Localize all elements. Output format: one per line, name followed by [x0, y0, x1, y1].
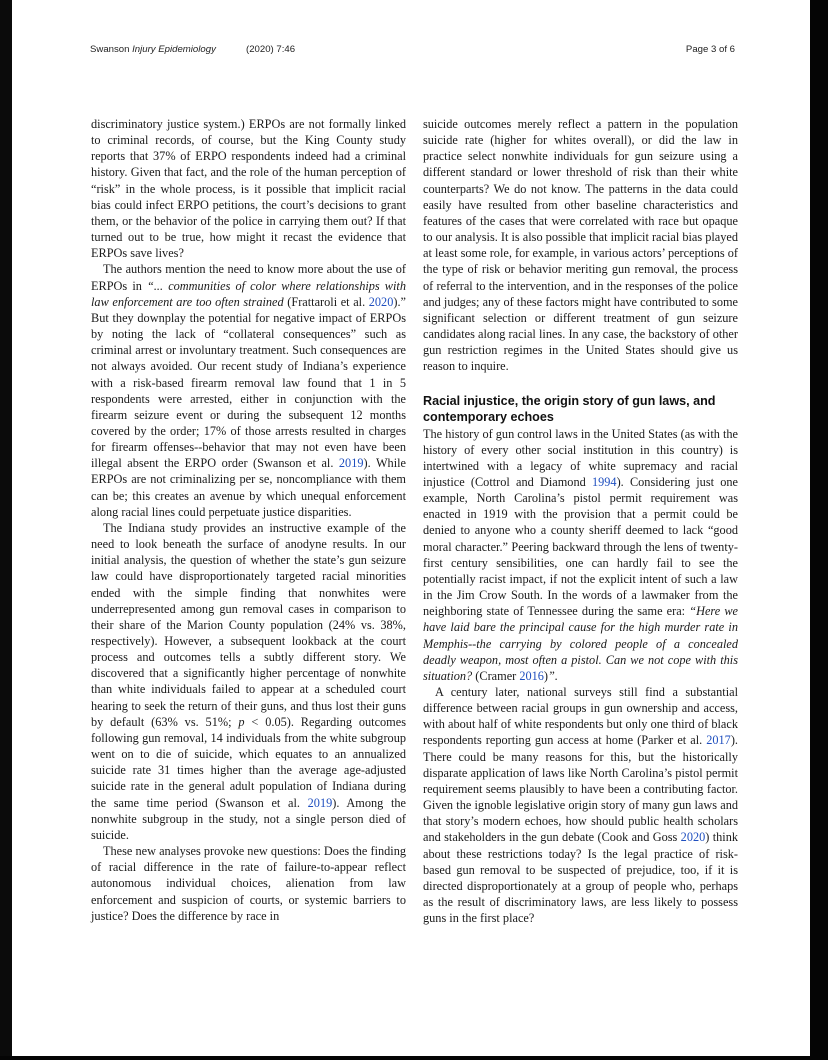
citation-link[interactable]: 2020 — [680, 830, 706, 845]
paragraph: suicide outcomes merely reflect a pattern in the population suicide rate (higher for whites overall), or did the law in practice select nonwhite individuals for gun seizure using a different standard or lower threshold of risk than their white counterparts? We do not know. The patterns in the data could easily have resulted from other baseline characteristics and features of the cases that were correlated with race but opaque to our analysis. It is also possible that implicit racial bias played at least some role, for example, in various actors’ perceptions of the type of risk or behavior meriting gun removal, the process of referral to the intervention, and in the responses of the police and judges; any of these factors might have contributed to some significant selection or different treatment of gun seizure candidates along racial lines. In any case, the backstory of other gun restriction regimes in the United States should give us reason to inquire. — [423, 117, 738, 374]
citation-link[interactable]: 2017 — [706, 733, 731, 748]
citation-link[interactable]: 1994 — [591, 474, 617, 489]
document-page — [12, 0, 810, 1056]
citation-link[interactable]: 2019 — [307, 795, 333, 810]
paragraph: The authors mention the need to know more about the use of ERPOs in “... communities of color where relationships with law enforcement are too often strained (Frattaroli et al. 2020).” But they downplay the potential for negative impact of ERPOs by noting the lack of “collateral consequences” such as criminal arrest or involuntary treatment. Such consequences are not always avoided. Our recent study of Indiana’s experience with a risk-based firearm removal law found that 1 in 5 respondents were arrested, either in conjunction with the firearm seizure event or during the subsequent 12 months covered by the order; 17% of those arrests resulted in charges for firearm offenses--behavior that may not even have been illegal absent the ERPO order (Swanson et al. 2019). While ERPOs are not criminalizing per se, noncompliance with them can be; this creates an avenue by which unequal enforcement along racial lines could perpetuate justice disparities. — [91, 262, 406, 519]
section-heading: Racial injustice, the origin story of gun laws, and contemporary echoes — [423, 393, 716, 424]
journal-name: Swanson Injury Epidemiology — [90, 44, 216, 55]
page-number: Page 3 of 6 — [685, 44, 735, 55]
right-column — [423, 116, 738, 926]
paragraph: discriminatory justice system.) ERPOs are not formally linked to criminal records, of course, but the King County study reports that 37% of ERPO respondents indeed had a criminal history. Given that fact, and the role of the human perception of “risk” in the whole process, is it possible that implicit racial bias could infect ERPO petitions, the court’s decisions to grant them, or the behavior of the police in carrying them out? If that turned out to be true, how might it recast the evidence that ERPOs save lives? — [91, 117, 406, 261]
paragraph: A century later, national surveys still find a substantial difference between racial groups in gun ownership and access, with about half of white respondents but only one third of black respondents reporting gun access at home (Parker et al. 2017). There could be many reasons for this, but the historically disparate application of laws like North Carolina’s pistol permit requirement seems plausibly to have been a contributing factor. Given the ignoble legislative origin story of many gun laws and that story’s modern echoes, how should public health scholars and stakeholders in the gun debate (Cook and Goss 2020) think about these restrictions today? Is the legal practice of risk-based gun removal to be suspected of prejudice, too, if it is directed disproportionately at a group of people who, perhaps as the result of discriminatory laws, are less likely to possess guns in the first place? — [423, 685, 738, 926]
viewer-bottom-border — [0, 1056, 828, 1060]
citation-link[interactable]: 2020 — [368, 294, 394, 309]
citation-link[interactable]: 2019 — [338, 456, 364, 471]
paragraph: These new analyses provoke new questions: Does the finding of racial difference in the rate of failure-to-appear reflect autonomous individual choices, alienation from law enforcement and suspicion of courts, or systemic barriers to justice? Does the difference by race in — [91, 844, 406, 923]
paragraph: The Indiana study provides an instructive example of the need to look beneath the surface of anodyne results. In our initial analysis, the question of whether the state’s gun seizure law could have disproportionately targeted racial minorities ended with the simple finding that nonwhites were underrepresented among gun removal cases in comparison to their share of the Marion County population (24% vs. 38%, respectively). However, a subsequent lookback at the court process and outcomes tells a subtly different story. We discovered that a significantly higher percentage of nonwhite than white individuals failed to appear at a scheduled court hearing to seek the return of their guns, and thus lost their guns by default (63% vs. 51%; p < 0.05). Regarding outcomes following gun removal, 14 individuals from the white subgroup went on to die of suicide, which equates to an annualized suicide rate 31 times higher than the average age-adjusted suicide rate in the general adult population of Indiana during the same time period (Swanson et al. 2019). Among the nonwhite subgroup in the study, not a single person died of suicide. — [91, 520, 406, 842]
citation-link[interactable]: 2016 — [519, 668, 544, 683]
volume-citation: (2020) 7:46 — [246, 44, 296, 55]
left-column — [91, 116, 406, 924]
viewer-right-border — [810, 0, 828, 1060]
paragraph: The history of gun control laws in the United States (as with the history of every other social institution in this country) is intertwined with a legacy of white supremacy and racial injustice (Cottrol and Diamond 1994). Considering just one example, North Carolina’s pistol permit requirement was enacted in 1919 with the provision that a permit could be denied to anyone who a county sheriff deemed to lack “good moral character.” Peering backward through the lens of twenty-first century sensibilities, one can hardly fail to see the potentially racist impact, if not the explicit intent of such a law in the Jim Crow South. In the words of a lawmaker from the neighboring state of Tennessee during the same era: “Here we have laid bare the principal cause for the high murder rate in Memphis--the carrying by colored people of a concealed deadly weapon, most often a pistol. Can we not cope with this situation? (Cramer 2016)”. — [423, 426, 738, 683]
